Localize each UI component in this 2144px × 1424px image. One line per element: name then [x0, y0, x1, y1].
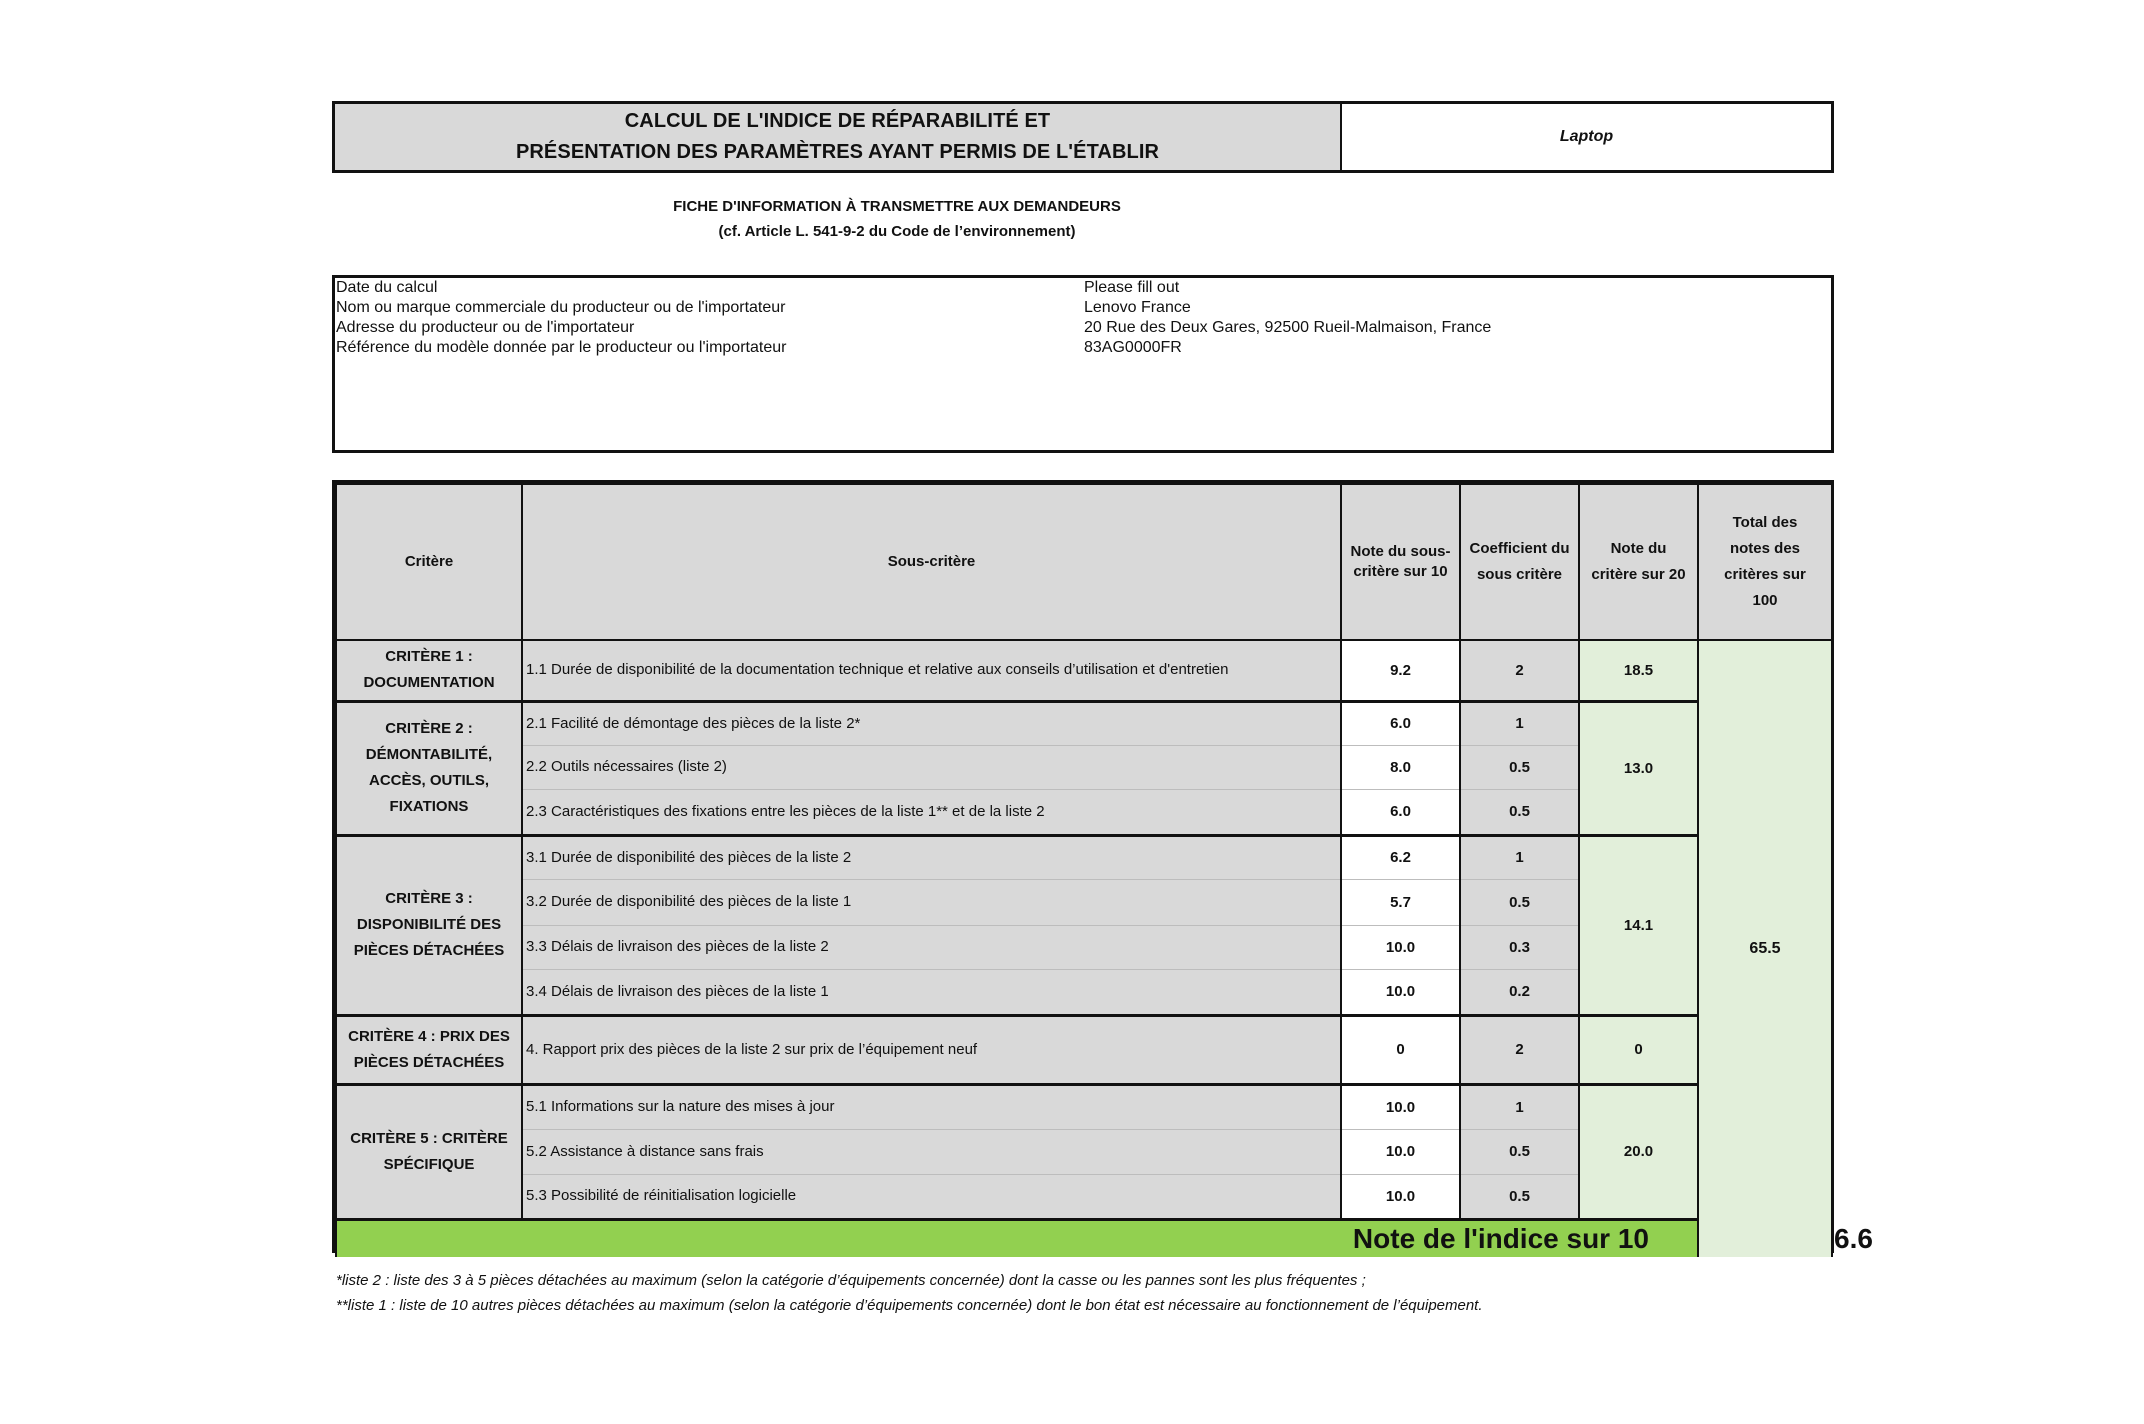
- sub-criterion-coef: 2: [1460, 640, 1579, 701]
- sub-criterion-coef: 0.5: [1460, 1129, 1579, 1174]
- sub-criterion-score[interactable]: 10.0: [1341, 969, 1460, 1015]
- sub-criterion-score[interactable]: 0: [1341, 1015, 1460, 1084]
- sub-criterion-label: 3.2 Durée de disponibilité des pièces de la liste 1: [522, 879, 1341, 925]
- sub-criterion-label: 4. Rapport prix des pièces de la liste 2 sur prix de l’équipement neuf: [522, 1015, 1341, 1084]
- sub-criterion-label: 3.3 Délais de livraison des pièces de la liste 2: [522, 925, 1341, 969]
- sub-criterion-score[interactable]: 6.2: [1341, 835, 1460, 879]
- info-label: Adresse du producteur ou de l'importateur: [336, 319, 635, 336]
- sub-criterion-coef: 0.2: [1460, 969, 1579, 1015]
- col-header-coefficient: Coefficient du sous critère: [1460, 484, 1579, 640]
- criterion-1-score: 18.5: [1579, 640, 1698, 701]
- info-value-model[interactable]: 83AG0000FR: [1084, 339, 1182, 356]
- sub-criterion-coef: 1: [1460, 701, 1579, 745]
- col-header-critere: Critère: [336, 484, 522, 640]
- sub-criterion-coef: 0.5: [1460, 1174, 1579, 1219]
- table-header-row: [336, 484, 1832, 640]
- sub-criterion-label: 5.2 Assistance à distance sans frais: [522, 1129, 1341, 1174]
- sub-criterion-label: 2.3 Caractéristiques des fixations entre les pièces de la liste 1** et de la liste 2: [522, 789, 1341, 835]
- col-header-sous-critere: Sous-critère: [522, 484, 1341, 640]
- sub-criterion-coef: 0.5: [1460, 879, 1579, 925]
- sub-criterion-coef: 2: [1460, 1015, 1579, 1084]
- criterion-3-score: 14.1: [1579, 835, 1698, 1015]
- col-header-note-sous-critere: Note du sous-critère sur 10: [1341, 484, 1460, 640]
- table-row: [336, 835, 1832, 879]
- criterion-2-name: CRITÈRE 2 : DÉMONTABILITÉ, ACCÈS, OUTILS, FIXATIONS: [336, 701, 522, 835]
- document-title: [335, 104, 1342, 170]
- criterion-5-name: CRITÈRE 5 : CRITÈRE SPÉCIFIQUE: [336, 1084, 522, 1219]
- info-label: Nom ou marque commerciale du producteur ou de l'importateur: [336, 299, 786, 316]
- info-value-address[interactable]: 20 Rue des Deux Gares, 92500 Rueil-Malmaison, France: [1084, 319, 1492, 336]
- table-row: [336, 1084, 1832, 1129]
- subtitle-line-2: (cf. Article L. 541-9-2 du Code de l’environnement): [718, 223, 1076, 240]
- info-row-brand: [335, 298, 1831, 318]
- sub-criterion-score[interactable]: 10.0: [1341, 925, 1460, 969]
- info-row-date: [335, 278, 1831, 298]
- table-row: [336, 640, 1832, 701]
- criterion-3-name: CRITÈRE 3 : DISPONIBILITÉ DES PIÈCES DÉTACHÉES: [336, 835, 522, 1015]
- sub-criterion-label: 1.1 Durée de disponibilité de la documentation technique et relative aux conseils d’utilisation et d'entretien: [522, 640, 1341, 701]
- info-label: Date du calcul: [336, 279, 438, 296]
- title-box: [332, 101, 1834, 173]
- info-label: Référence du modèle donnée par le producteur ou l'importateur: [336, 339, 787, 356]
- col-header-note-critere: Note du critère sur 20: [1579, 484, 1698, 640]
- title-line-2: PRÉSENTATION DES PARAMÈTRES AYANT PERMIS DE L'ÉTABLIR: [515, 141, 1160, 163]
- sub-criterion-score[interactable]: 8.0: [1341, 745, 1460, 789]
- index-label: [336, 1219, 1698, 1257]
- sub-criterion-score[interactable]: 10.0: [1341, 1174, 1460, 1219]
- sub-criterion-coef: 0.5: [1460, 745, 1579, 789]
- sub-criterion-score[interactable]: 6.0: [1341, 789, 1460, 835]
- col-header-total: Total des notes des critères sur 100: [1698, 484, 1832, 640]
- sub-criterion-score[interactable]: 5.7: [1341, 879, 1460, 925]
- sub-criterion-label: 5.3 Possibilité de réinitialisation logicielle: [522, 1174, 1341, 1219]
- sub-criterion-label: 3.1 Durée de disponibilité des pièces de la liste 2: [522, 835, 1341, 879]
- sub-criterion-score[interactable]: 9.2: [1341, 640, 1460, 701]
- info-row-model: [335, 338, 1831, 358]
- sub-criterion-coef: 1: [1460, 1084, 1579, 1129]
- criterion-1-name: CRITÈRE 1 : DOCUMENTATION: [336, 640, 522, 701]
- info-row-address: [335, 318, 1831, 338]
- sub-criterion-score[interactable]: 10.0: [1341, 1129, 1460, 1174]
- index-label-text: Note de l'indice sur 10: [1352, 1222, 1649, 1254]
- subtitle-line-1: FICHE D'INFORMATION À TRANSMETTRE AUX DEMANDEURS: [673, 198, 1121, 215]
- sub-criterion-label: 2.1 Facilité de démontage des pièces de la liste 2*: [522, 701, 1341, 745]
- sub-criterion-coef: 0.5: [1460, 789, 1579, 835]
- criterion-4-name: CRITÈRE 4 : PRIX DES PIÈCES DÉTACHÉES: [336, 1015, 522, 1084]
- table-row: [336, 1015, 1832, 1084]
- repairability-table: [332, 480, 1873, 1254]
- sub-criterion-score[interactable]: 10.0: [1341, 1084, 1460, 1129]
- sub-criterion-label: 3.4 Délais de livraison des pièces de la liste 1: [522, 969, 1341, 1015]
- info-value-date[interactable]: Please fill out: [1084, 279, 1180, 296]
- sub-criterion-coef: 0.3: [1460, 925, 1579, 969]
- criterion-2-score: 13.0: [1579, 701, 1698, 835]
- product-type-cell[interactable]: [1342, 104, 1831, 170]
- sub-criterion-coef: 1: [1460, 835, 1579, 879]
- index-total-row: Note de l'indice sur 10 6.6: [336, 1219, 1832, 1257]
- info-value-brand[interactable]: Lenovo France: [1084, 299, 1191, 316]
- criterion-4-score: 0: [1579, 1015, 1698, 1084]
- criterion-5-score: 20.0: [1579, 1084, 1698, 1219]
- sub-criterion-label: 2.2 Outils nécessaires (liste 2): [522, 745, 1341, 789]
- footnote-liste-2: *liste 2 : liste des 3 à 5 pièces détachées au maximum (selon la catégorie d’équipements concernée) dont la casse ou les pannes sont les plus fréquentes ;: [336, 1272, 1366, 1289]
- sub-criterion-label: 5.1 Informations sur la nature des mises à jour: [522, 1084, 1341, 1129]
- sub-criterion-score[interactable]: 6.0: [1341, 701, 1460, 745]
- footnote-liste-1: **liste 1 : liste de 10 autres pièces détachées au maximum (selon la catégorie d’équipements concernée) dont le bon état est nécessaire au fonctionnement de l’équipement.: [336, 1297, 1483, 1314]
- title-line-1: CALCUL DE L'INDICE DE RÉPARABILITÉ ET: [624, 110, 1051, 132]
- product-type: Laptop: [1559, 128, 1614, 145]
- total-score-100: 65.5: [1698, 640, 1832, 1257]
- producer-info-table: [332, 275, 1834, 453]
- table-row: [336, 701, 1832, 745]
